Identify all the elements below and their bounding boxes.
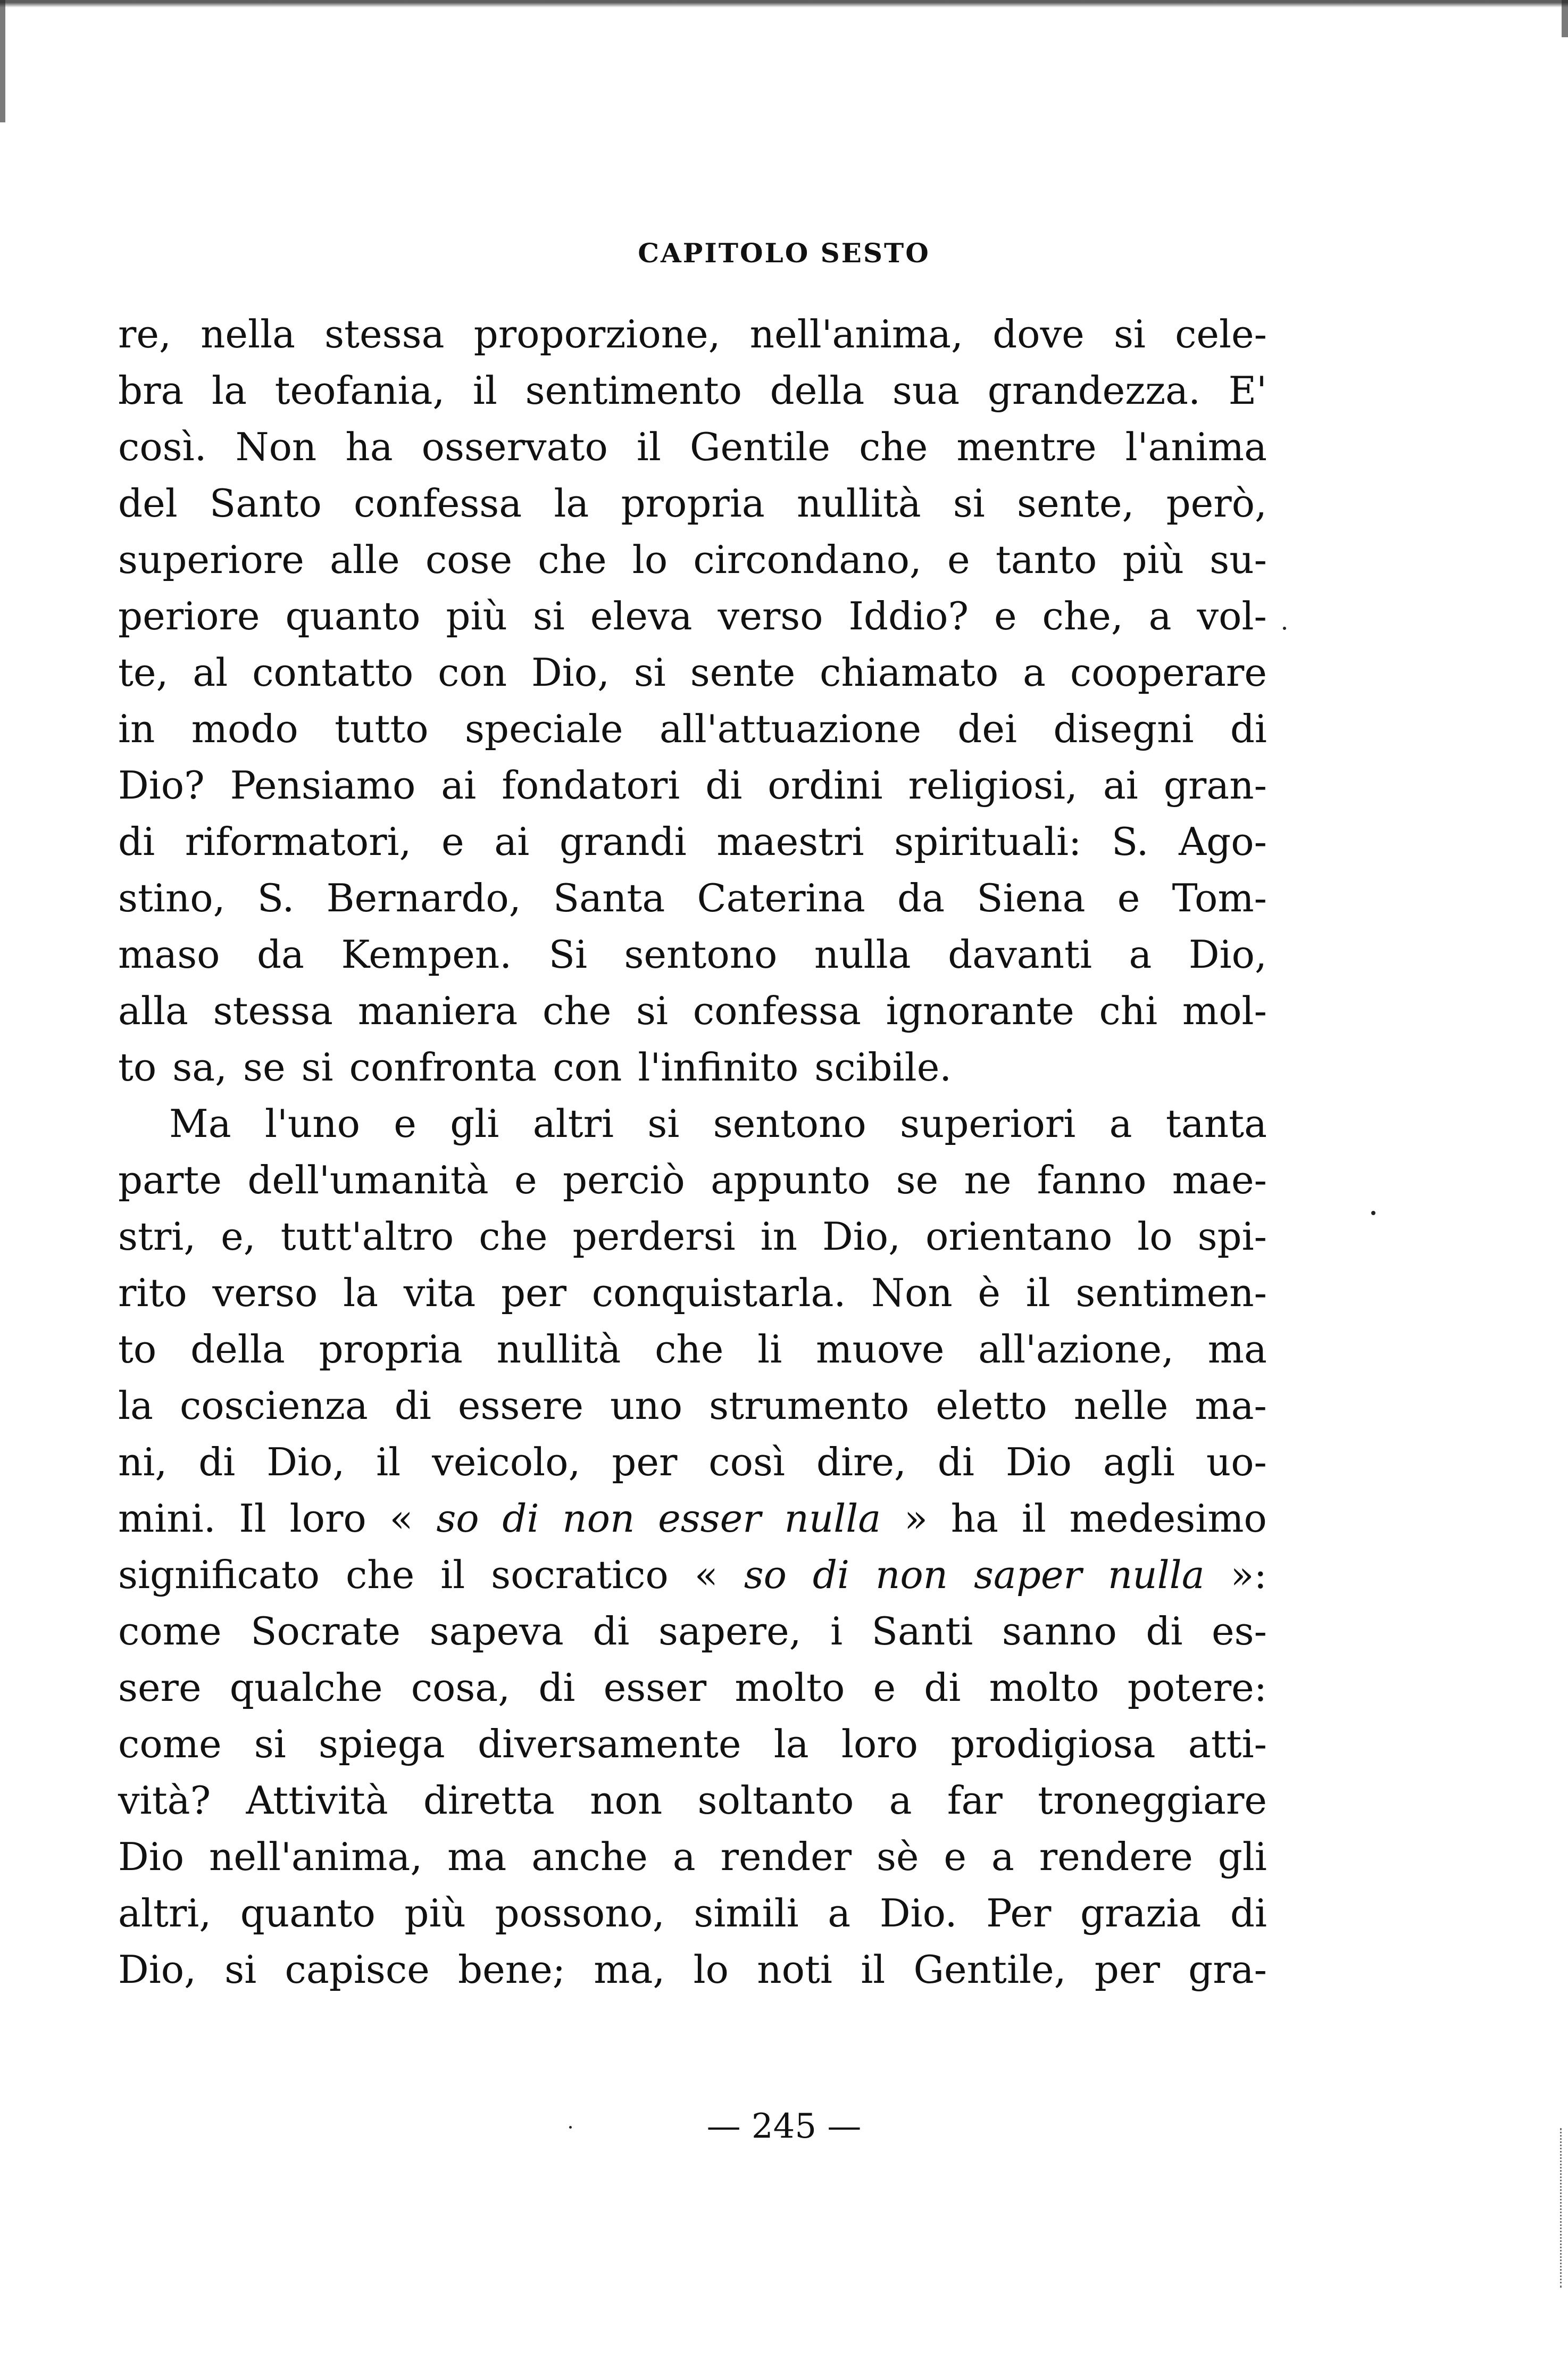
text-line: Ma l'uno e gli altri si sentono superiori a tanta — [169, 1101, 1267, 1146]
scan-edge-top — [0, 0, 1568, 7]
text-line: significato che il socratico « so di non saper nulla »: — [118, 1552, 1267, 1597]
text-line: vità? Attività diretta non soltanto a far troneggiare — [118, 1778, 1267, 1823]
text-line: Dio, si capisce bene; ma, lo noti il Gentile, per gra- — [118, 1947, 1267, 1992]
text-line: re, nella stessa proporzione, nell'anima, dove si cele- — [118, 312, 1267, 356]
text-line: mini. Il loro « so di non esser nulla » ha il medesimo — [118, 1496, 1267, 1541]
body-text — [118, 306, 1267, 1998]
text-line: la coscienza di essere uno strumento eletto nelle ma- — [118, 1383, 1267, 1428]
scan-edge-right — [1562, 0, 1568, 37]
text-line: to della propria nullità che li muove all'azione, ma — [118, 1327, 1267, 1372]
scan-edge-left — [0, 0, 5, 122]
text-line: come si spiega diversamente la loro prodigiosa atti- — [118, 1722, 1267, 1766]
text-line: stino, S. Bernardo, Santa Caterina da Siena e Tom- — [118, 876, 1267, 920]
text-line: Dio nell'anima, ma anche a render sè e a rendere gli — [118, 1834, 1267, 1879]
print-speck — [1371, 1211, 1375, 1215]
text-line: superiore alle cose che lo circondano, e tanto più su- — [118, 537, 1267, 582]
text-line: ni, di Dio, il veicolo, per così dire, di Dio agli uo- — [118, 1440, 1267, 1484]
text-line: bra la teofania, il sentimento della sua grandezza. E' — [118, 368, 1267, 413]
text-line: di riformatori, e ai grandi maestri spirituali: S. Ago- — [118, 819, 1267, 864]
text-line: del Santo confessa la propria nullità si sente, però, — [118, 481, 1267, 526]
text-line: sere qualche cosa, di esser molto e di molto potere: — [118, 1665, 1267, 1710]
print-speck — [1283, 627, 1286, 630]
print-speck — [569, 2126, 572, 2129]
text-line: to sa, se si confronta con l'infinito scibile. — [118, 1045, 952, 1090]
text-line: stri, e, tutt'altro che perdersi in Dio, orientano lo spi- — [118, 1214, 1267, 1259]
text-line: come Socrate sapeva di sapere, i Santi sanno di es- — [118, 1609, 1267, 1654]
text-line: Dio? Pensiamo ai fondatori di ordini religiosi, ai gran- — [118, 763, 1267, 808]
text-line: periore quanto più si eleva verso Iddio? e che, a vol- — [118, 594, 1267, 638]
text-line: così. Non ha osservato il Gentile che mentre l'anima — [118, 425, 1267, 469]
running-title: CAPITOLO SESTO — [638, 237, 930, 269]
text-line: altri, quanto più possono, simili a Dio. Per grazia di — [118, 1891, 1267, 1935]
text-line: te, al contatto con Dio, si sente chiamato a cooperare — [118, 650, 1267, 695]
text-line: rito verso la vita per conquistarla. Non è il sentimen- — [118, 1270, 1267, 1315]
text-line: in modo tutto speciale all'attuazione dei disegni di — [118, 707, 1267, 751]
text-line: maso da Kempen. Si sentono nulla davanti a Dio, — [118, 932, 1267, 977]
text-line: parte dell'umanità e perciò appunto se ne fanno mae- — [118, 1158, 1267, 1202]
scan-edge-right-lower — [1560, 2128, 1565, 2288]
page-number: — 245 — — [706, 2107, 862, 2146]
text-line: alla stessa maniera che si confessa ignorante chi mol- — [118, 988, 1267, 1033]
